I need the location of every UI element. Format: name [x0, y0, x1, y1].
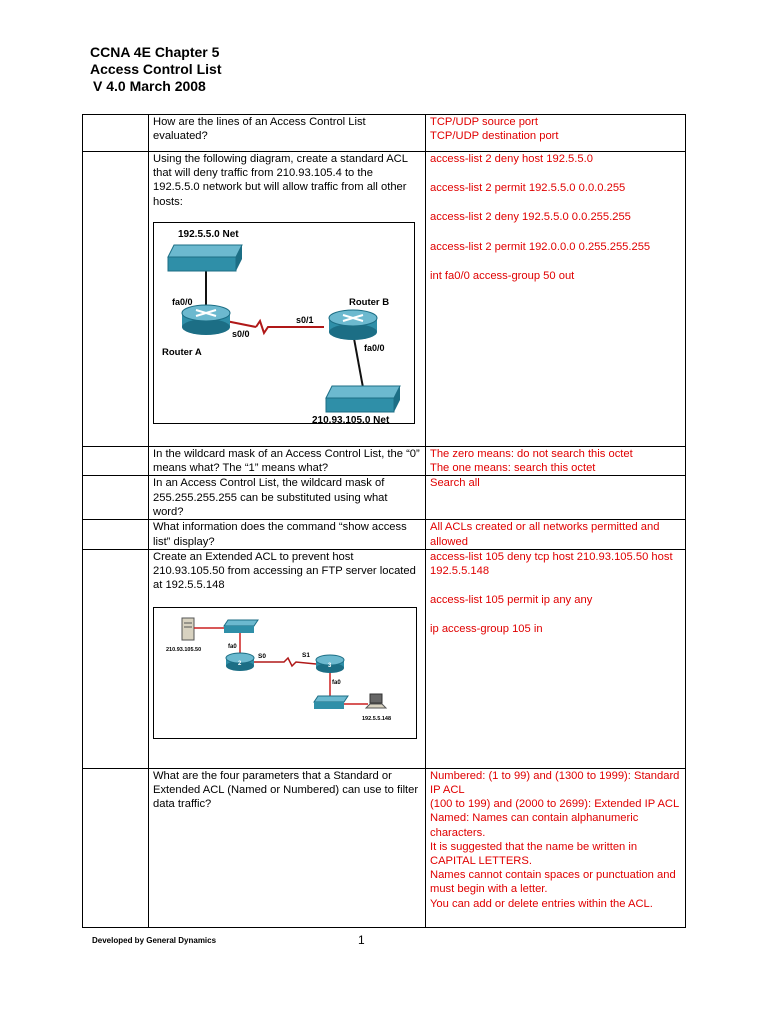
row-number-cell: [83, 520, 149, 549]
answer-line: access-list 2 permit 192.5.5.0 0.0.0.255: [430, 182, 626, 195]
question-cell: [149, 768, 426, 927]
answer-cell: [426, 549, 686, 768]
router-a-label: Router A: [162, 346, 202, 358]
interface-label: S0: [258, 653, 266, 661]
question-text: What information does the command “show access list” display?: [153, 521, 407, 548]
answer-cell: [426, 768, 686, 927]
answer-cell: [426, 152, 686, 447]
question-cell: [149, 152, 426, 447]
network-diagram-standard-acl: [153, 222, 415, 424]
answer-line: (100 to 199) and (2000 to 2699): Extended IP ACL: [430, 798, 680, 811]
page-number: 1: [358, 933, 365, 947]
answer-cell: [426, 447, 686, 476]
question-text: How are the lines of an Access Control List evaluated?: [153, 116, 366, 143]
table-row: [83, 476, 686, 520]
question-text: Using the following diagram, create a standard ACL that will deny traffic from 210.93.105.4 to the 192.5.5.0 network but will allow traffic from all other hosts:: [153, 153, 408, 208]
answer-line: ip access-group 105 in: [430, 623, 543, 636]
answer-line: TCP/UDP source port: [430, 116, 538, 128]
host-label: 192.5.5.148: [362, 716, 392, 723]
answer-line: access-list 2 permit 192.0.0.0 0.255.255.255: [430, 240, 651, 253]
router-icon: [329, 310, 377, 340]
answer-line: The one means: search this octet: [430, 462, 596, 475]
question-text: In the wildcard mask of an Access Control List, the “0” means what? The “1” means what?: [153, 448, 420, 475]
switch-icon: [224, 620, 258, 633]
interface-label: s0/1: [296, 314, 314, 325]
interface-label: S1: [302, 652, 310, 660]
interface-label: fa0/0: [364, 342, 385, 353]
router-icon: [182, 305, 230, 335]
question-cell: [149, 549, 426, 768]
answer-cell: [426, 115, 686, 152]
question-cell: [149, 520, 426, 549]
title-line-2: Access Control List: [90, 61, 222, 77]
host-label: 210.93.105.50: [166, 647, 202, 654]
question-text: In an Access Control List, the wildcard mask of 255.255.255.255 can be substituted using what word?: [153, 477, 388, 518]
router-b-label: Router B: [349, 296, 390, 308]
table-row: [83, 549, 686, 768]
qa-table: [82, 114, 686, 928]
document-title: [90, 44, 221, 95]
answer-line: The zero means: do not search this octet: [430, 448, 633, 460]
answer-line: Search all: [430, 477, 480, 490]
answer-line: access-list 105 permit ip any any: [430, 594, 593, 607]
row-number-cell: [83, 768, 149, 927]
row-number-cell: [83, 447, 149, 476]
table-row: [83, 447, 686, 476]
answer-line: TCP/UDP destination port: [430, 130, 559, 143]
network-label-bottom: 210.93.105.0 Net: [312, 414, 390, 424]
row-number-cell: [83, 476, 149, 520]
switch-icon: [168, 245, 242, 271]
interface-label: fa0/0: [172, 296, 193, 307]
answer-line: All ACLs created or all networks permitted and allowed: [430, 521, 660, 548]
router-number: 3: [328, 663, 332, 670]
server-icon: [182, 618, 194, 640]
answer-line: int fa0/0 access-group 50 out: [430, 269, 575, 282]
footer-developer: Developed by General Dynamics: [92, 936, 217, 945]
interface-label: fa0: [228, 644, 237, 651]
question-cell: [149, 476, 426, 520]
network-diagram-extended-acl: [153, 607, 417, 739]
table-row: [83, 768, 686, 927]
question-cell: [149, 447, 426, 476]
answer-line: Names cannot contain spaces or punctuation and must begin with a letter.: [430, 869, 676, 896]
network-label-top: 192.5.5.0 Net: [178, 228, 239, 240]
answer-line: Named: Names can contain alphanumeric characters.: [430, 812, 639, 839]
switch-icon: [314, 696, 348, 709]
question-text: Create an Extended ACL to prevent host 210.93.105.50 from accessing an FTP server located at 192.5.5.148: [153, 550, 416, 592]
interface-label: s0/0: [232, 328, 250, 339]
table-row: [83, 152, 686, 447]
table-row: [83, 115, 686, 152]
row-number-cell: [83, 549, 149, 768]
answer-line: access-list 105 deny tcp host 210.93.105.50 host 192.5.5.148: [430, 550, 673, 578]
computer-icon: [366, 694, 386, 708]
question-cell: [149, 115, 426, 152]
answer-line: You can add or delete entries within the ACL.: [430, 897, 653, 910]
title-line-3: V 4.0 March 2008: [93, 78, 206, 94]
row-number-cell: [83, 115, 149, 152]
answer-line: access-list 2 deny 192.5.5.0 0.0.255.255: [430, 211, 631, 224]
table-row: [83, 520, 686, 549]
title-line-1: CCNA 4E Chapter 5: [90, 44, 220, 60]
switch-icon: [326, 386, 400, 412]
answer-cell: [426, 520, 686, 549]
answer-line: It is suggested that the name be written in CAPITAL LETTERS.: [430, 840, 638, 868]
router-number: 2: [238, 661, 242, 668]
interface-label: fa0: [332, 680, 341, 687]
answer-line: access-list 2 deny host 192.5.5.0: [430, 153, 593, 165]
question-text: What are the four parameters that a Standard or Extended ACL (Named or Numbered) can use to filter data traffic?: [153, 769, 419, 811]
answer-cell: [426, 476, 686, 520]
answer-line: Numbered: (1 to 99) and (1300 to 1999): Standard IP ACL: [430, 769, 680, 797]
row-number-cell: [83, 152, 149, 447]
